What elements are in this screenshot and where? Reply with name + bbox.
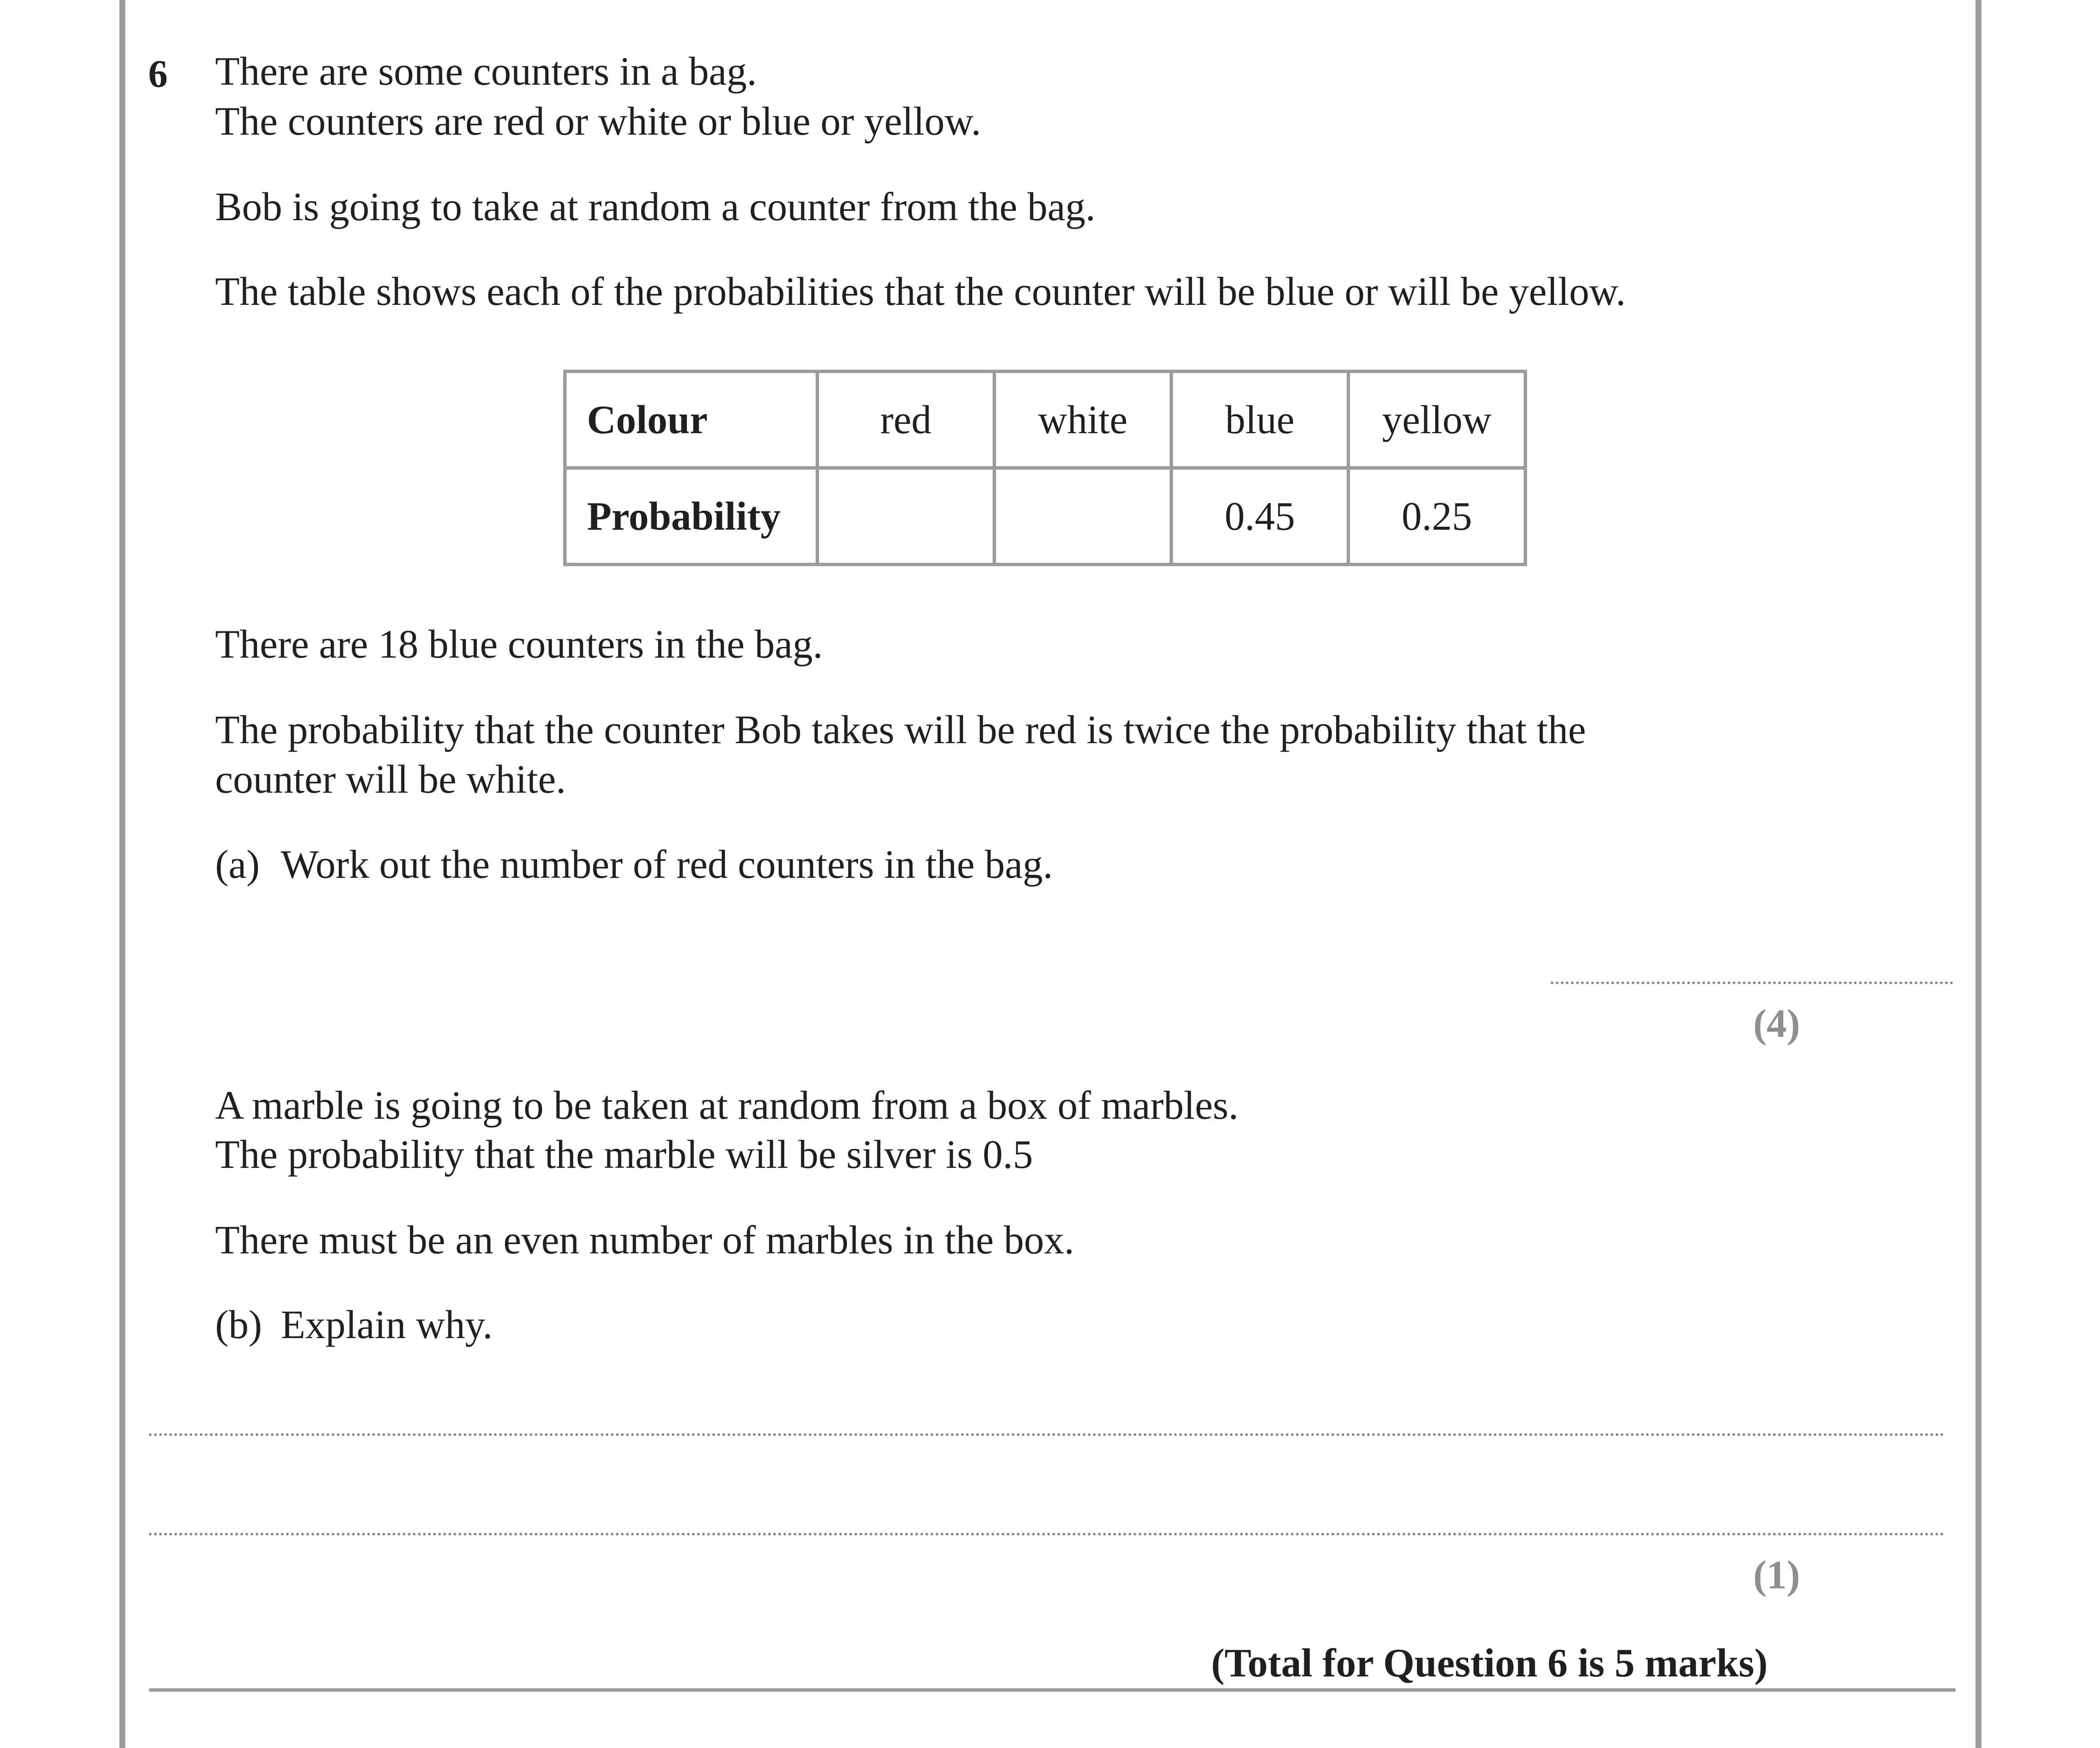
even-line: There must be an even number of marbles in the box.	[215, 1217, 1074, 1262]
intro-line-1: There are some counters in a bag.	[215, 49, 757, 94]
table-header-colour: Colour	[565, 371, 817, 468]
table-intro: The table shows each of the probabilities that the counter will be blue or will be yellow.	[215, 269, 1626, 314]
bob-line: Bob is going to take at random a counter from the bag.	[215, 184, 1096, 229]
part-a-marks: (4)	[1753, 1001, 1800, 1046]
question-end-rule	[149, 1688, 1956, 1692]
total-marks: (Total for Question 6 is 5 marks)	[1211, 1640, 1768, 1685]
right-margin-line	[1975, 0, 1981, 1748]
table-cell-colour-yellow: yellow	[1348, 371, 1525, 468]
blue-count-line: There are 18 blue counters in the bag.	[215, 622, 823, 667]
part-a-text: Work out the number of red counters in the bag.	[281, 842, 1053, 887]
intro-line-2: The counters are red or white or blue or yellow.	[215, 99, 981, 144]
part-a-label: (a)	[215, 842, 260, 887]
table-cell-colour-white: white	[994, 371, 1171, 468]
table-cell-prob-yellow: 0.25	[1348, 468, 1525, 564]
table-cell-colour-blue: blue	[1171, 371, 1348, 468]
part-a-answer-line[interactable]	[1551, 982, 1953, 984]
part-b-answer-line-2[interactable]	[149, 1533, 1945, 1535]
part-a-question	[215, 840, 1053, 889]
table-cell-prob-white	[994, 468, 1171, 564]
part-b-marks: (1)	[1753, 1552, 1800, 1597]
table-header-probability: Probability	[565, 468, 817, 564]
table-row-colour	[565, 371, 1525, 468]
red-twice-line-2: counter will be white.	[215, 757, 566, 802]
probability-table	[563, 370, 1527, 566]
part-b-label: (b)	[215, 1302, 262, 1347]
table-cell-colour-red: red	[817, 371, 994, 468]
left-margin-line	[119, 0, 125, 1748]
part-b-text: Explain why.	[281, 1302, 493, 1347]
table-cell-prob-blue: 0.45	[1171, 468, 1348, 564]
red-twice-line-1: The probability that the counter Bob takes will be red is twice the probability that the	[215, 707, 1586, 752]
table-cell-prob-red	[817, 468, 994, 564]
part-b-question	[215, 1300, 492, 1349]
marble-line-2: The probability that the marble will be silver is 0.5	[215, 1132, 1033, 1177]
marble-line-1: A marble is going to be taken at random from a box of marbles.	[215, 1083, 1239, 1128]
question-number: 6	[148, 52, 168, 95]
table-row-probability	[565, 468, 1525, 564]
part-b-answer-line-1[interactable]	[149, 1433, 1945, 1436]
